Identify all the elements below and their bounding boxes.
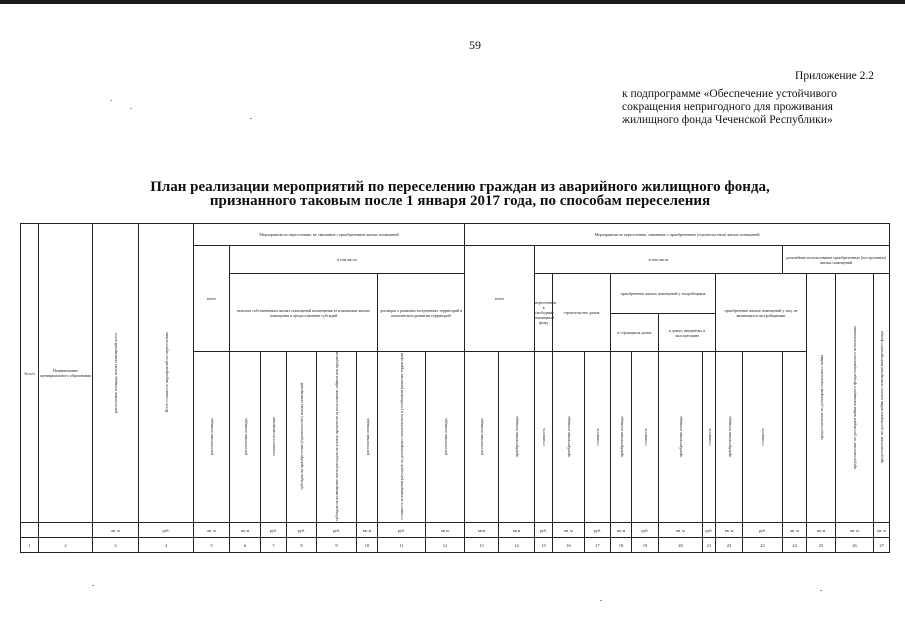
leaf-header: субсидия на приобретение (строительство) жилых помещений [287, 352, 317, 523]
subprogram-line: жилищного фонда Чеченской Республики» [622, 114, 833, 126]
header-free-fund: переселение в свободный жилищный фонд [535, 274, 553, 352]
leaf-header: приобретаемая площадь [499, 352, 535, 523]
header-total-b: всего [465, 246, 535, 352]
column-numbers-row: 1 2 3 4 5 6 7 8 9 10 11 12 13 14 15 16 17 18 19 20 21 22 23 24 25 26 27 [21, 538, 890, 553]
header-total-area: расселяемая площадь жилых помещений всего [93, 224, 139, 523]
scan-speck [600, 600, 602, 601]
header-total-cost: Всего стоимость мероприятий по переселению [139, 224, 194, 523]
leaf-header: стоимость [632, 352, 659, 523]
leaf-header: расселяемая площадь [465, 352, 499, 523]
page-number: 59 [469, 38, 481, 52]
header-f1: предоставление по договорам социального найма [807, 274, 836, 523]
header-f2: предоставление по договорам найма жилищного фонда социального использования [836, 274, 874, 523]
leaf-header: приобретаемая площадь [611, 352, 632, 523]
leaf-header: стоимость [743, 352, 783, 523]
appendix-label: Приложение 2.2 [795, 70, 874, 82]
scan-speck [250, 118, 252, 119]
header-group-b: Мероприятия по переселению, связанные с приобретением (строительством) жилых помещений [465, 224, 890, 246]
leaf-header: стоимость [703, 352, 716, 523]
leaf-header: приобретаемая площадь [716, 352, 743, 523]
header-under-construction: в строящихся домах [611, 314, 659, 352]
subprogram-line: сокращения непригодного для проживания [622, 101, 833, 113]
header-further-use: дальнейшее использование приобретенных (построенных) жилых помещений [783, 246, 890, 274]
title-line: План реализации мероприятий по переселению граждан из аварийного жилищного фонда, [150, 179, 770, 195]
header-incl-a: в том числе [230, 246, 465, 274]
leaf-header: расселяемая площадь [426, 352, 465, 523]
header-built: в домах, введенных в эксплуатацию [659, 314, 716, 352]
leaf-header: стоимость [585, 352, 611, 523]
leaf-header: субсидия на возмещение части расходов на уплату процентов за пользование займом или кредитом [317, 352, 357, 523]
header-municipality: Наименование муниципального образования [39, 224, 93, 523]
subprogram-reference [622, 88, 882, 127]
scan-speck [110, 100, 112, 101]
leaf-header: стоимость возмещения [261, 352, 287, 523]
leaf-header: приобретаемая площадь [553, 352, 585, 523]
leaf-header: приобретаемая площадь [659, 352, 703, 523]
leaf-header: стоимость возмещения расходов по договорам о комплексном и устойчивом развитии территории [378, 352, 426, 523]
header-total-a: всего [194, 246, 230, 352]
document-title [90, 180, 830, 208]
scan-speck [92, 585, 94, 586]
header-group-a: Мероприятия по переселению, не связанные с приобретением жилых помещений [194, 224, 465, 246]
leaf-header: расселяемая площадь [357, 352, 378, 523]
subprogram-line: к подпрограмме «Обеспечение устойчивого [622, 88, 837, 100]
leaf-header: расселяемая площадь [194, 352, 230, 523]
header-dev-agreements: договоры о развитии застроенных территорий и комплексном развитии территорий [378, 274, 465, 352]
scan-speck [130, 108, 132, 109]
header-payout: выплата собственникам жилых помещений возмещения за изымаемые жилые помещения и предоставление субсидий [230, 274, 378, 352]
resettlement-plan-table [20, 223, 890, 553]
leaf-header: расселяемая площадь [230, 352, 261, 523]
header-f3: предоставление по договорам найма жилого помещения маневренного фонда [874, 274, 890, 523]
top-border [0, 0, 905, 4]
header-no: № п/п [21, 224, 39, 523]
title-line: признанного таковым после 1 января 2017 года, по способам переселения [209, 193, 711, 209]
leaf-header: стоимость [535, 352, 553, 523]
scan-speck [820, 590, 822, 591]
units-row: кв. м руб. кв. м кв. м руб. руб. руб. кв. м руб. кв.м кв.м кв.м руб. кв. м руб. кв. м руб. кв. м руб. кв. м руб. кв. м кв. м кв. м кв. м [21, 523, 890, 538]
header-acquire-developers: приобретение жилых помещений у застройщиков [611, 274, 716, 314]
header-acquire-others: приобретение жилых помещений у лиц, не являющихся застройщиками [716, 274, 807, 352]
header-incl-b: в том числе [535, 246, 783, 274]
header-construction: строительство домов [553, 274, 611, 352]
